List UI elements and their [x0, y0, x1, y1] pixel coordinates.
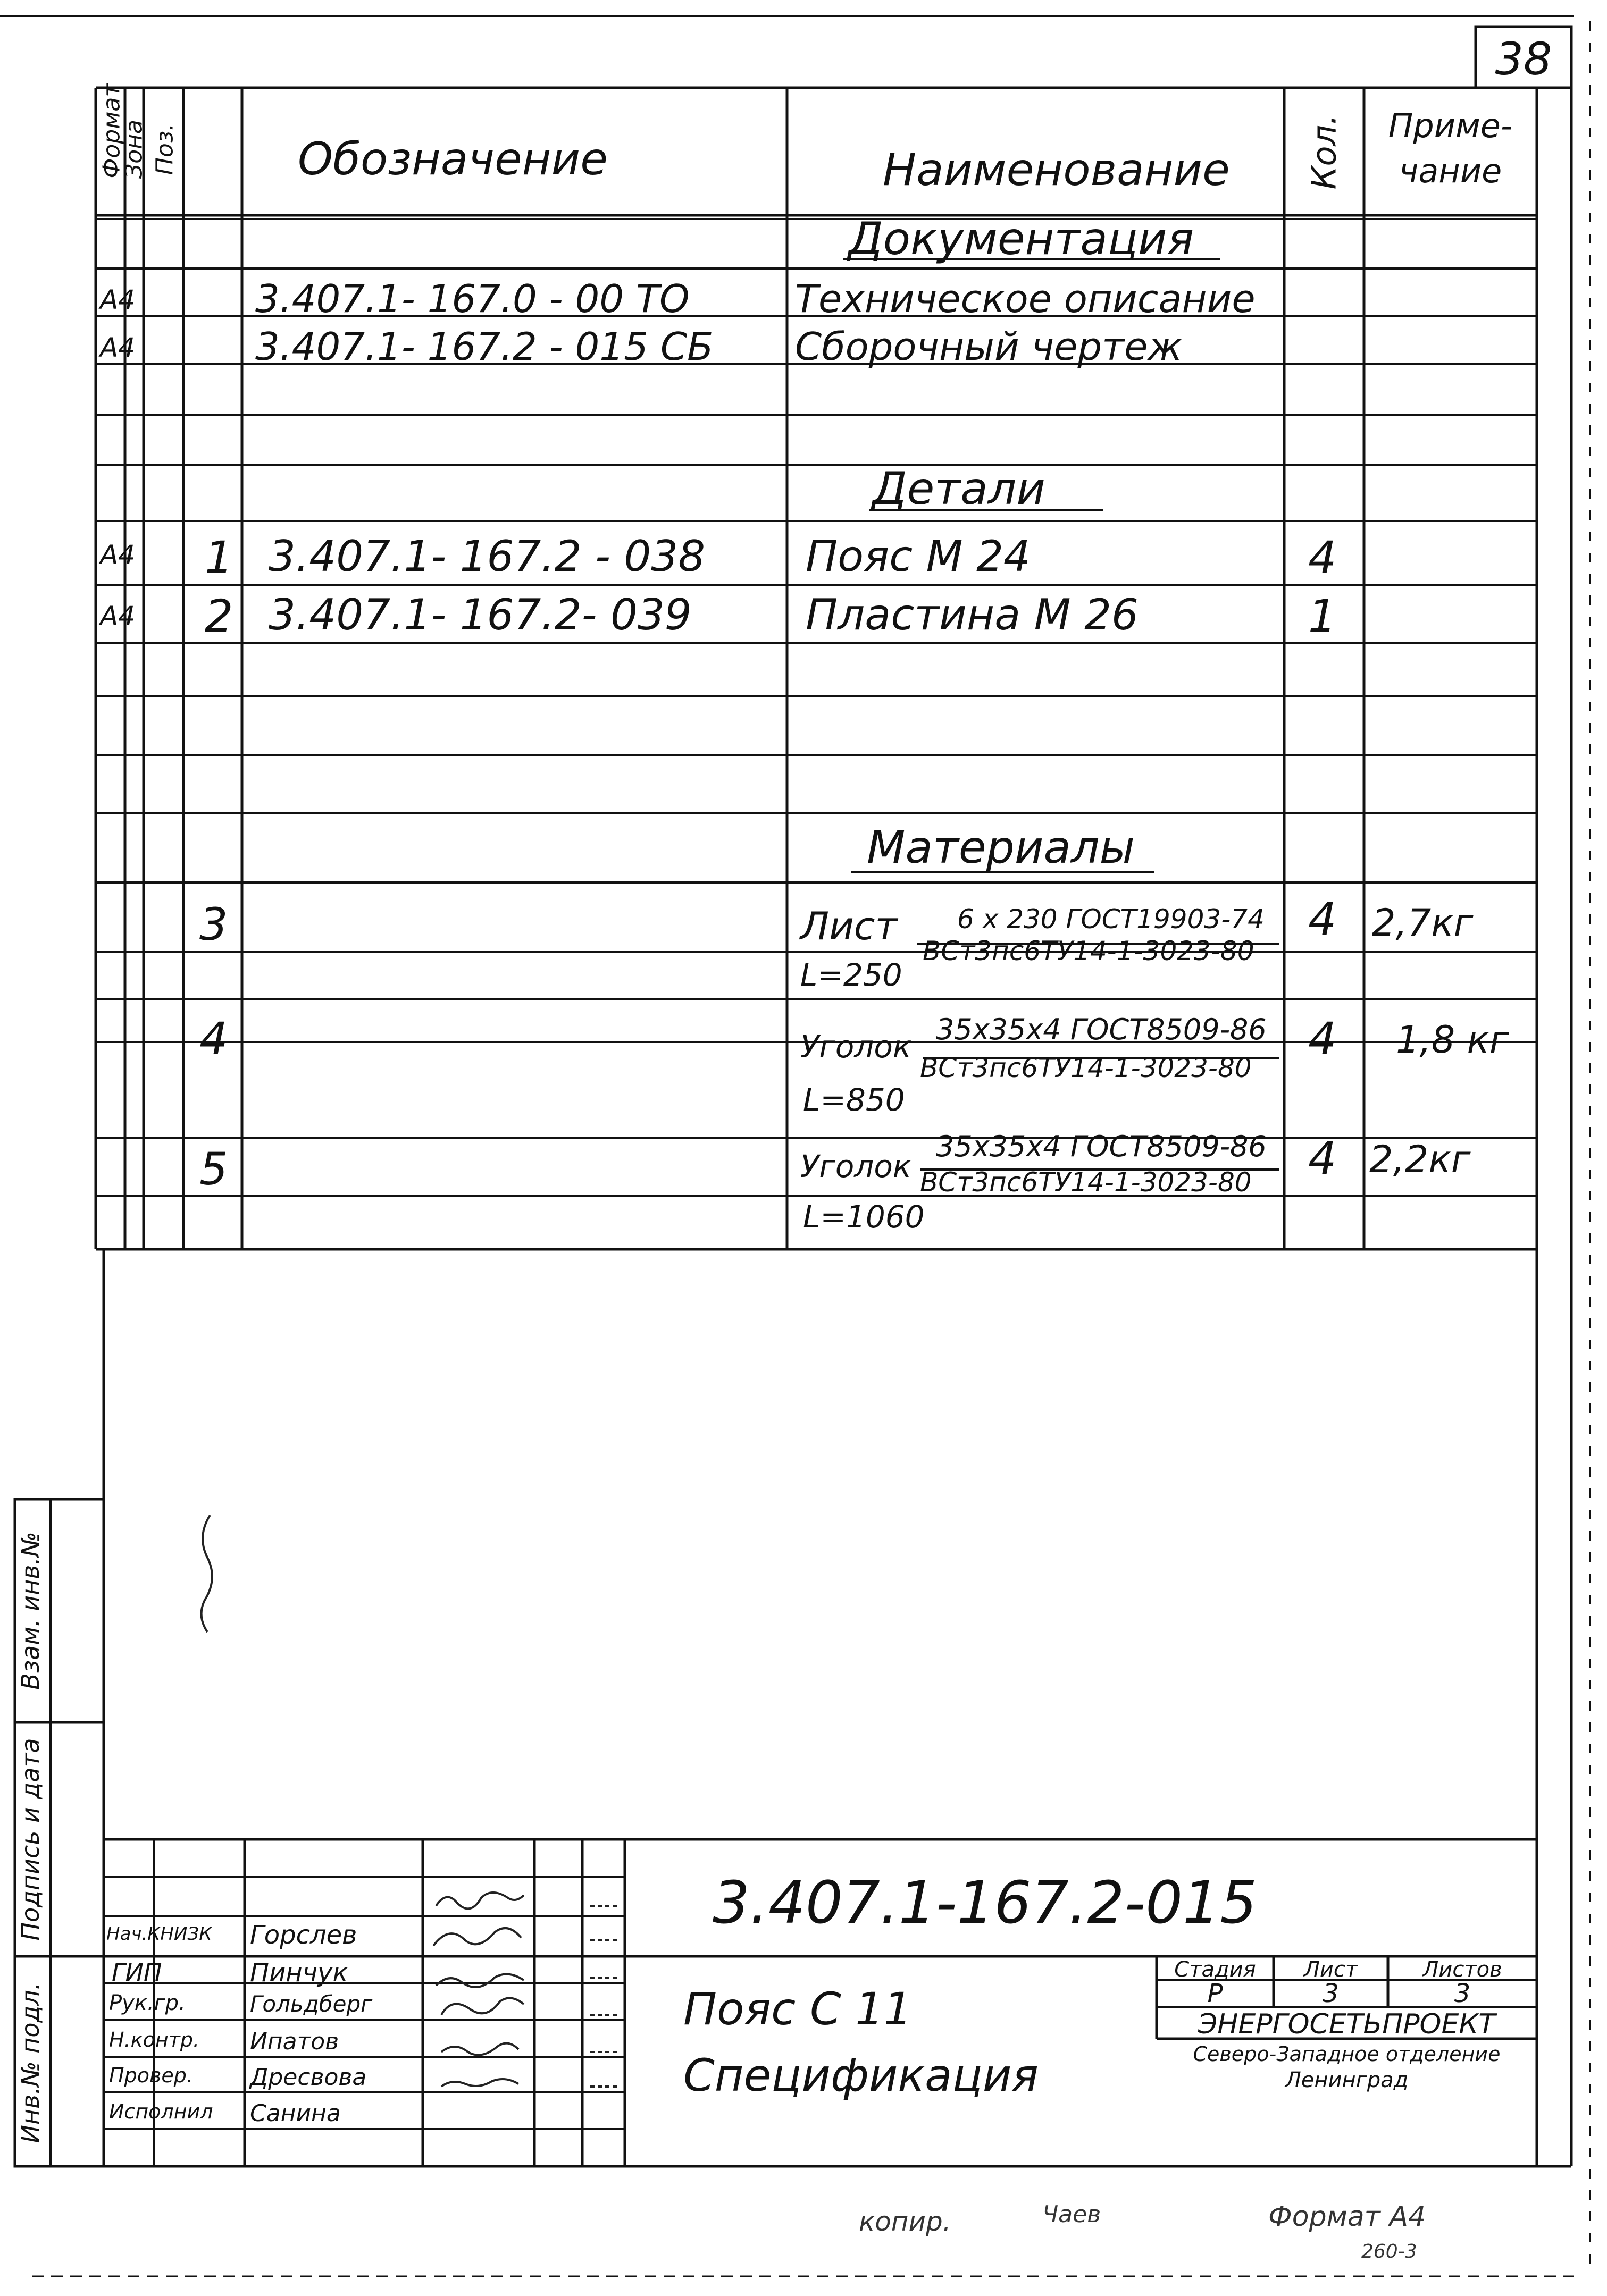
material-row-qty: 4 [1308, 1132, 1337, 1184]
stage-label: Стадия [1174, 1957, 1256, 1982]
material-row-spec-top: 6 x 230 ГОСТ19903-74 [957, 904, 1265, 935]
signer-name: Ипатов [250, 2028, 339, 2055]
signer-role: Исполнил [109, 2100, 213, 2123]
material-row-qty: 4 [1308, 893, 1337, 945]
section-documentation: Документация [848, 213, 1194, 265]
stamp-inv-orig: Инв.№ подл. [16, 1982, 45, 2143]
doc-row-format: А4 [100, 332, 136, 363]
signer-name: Гольдберг [250, 1991, 373, 2017]
sheet-label: Лист [1303, 1957, 1358, 1982]
material-row-name: Уголок [800, 1148, 911, 1184]
material-row-qty: 4 [1308, 1013, 1337, 1065]
footer-copied-label: копир. [859, 2206, 951, 2237]
organization-city: Ленинград [1285, 2068, 1409, 2092]
organization-name: ЭНЕРГОСЕТЬПРОЕКТ [1198, 2008, 1496, 2040]
doc-row-name: Сборочный чертеж [795, 324, 1183, 369]
signer-name: Пинчук [250, 1958, 348, 1988]
detail-row-designation: 3.407.1- 167.2 - 038 [269, 532, 706, 581]
section-materials: Материалы [867, 821, 1135, 873]
material-row-pos: 4 [199, 1013, 228, 1065]
material-row-note: 1,8 кг [1396, 1018, 1509, 1062]
header-designation: Обозначение [298, 133, 608, 185]
material-row-spec-bottom: ВСт3пс6ТУ14-1-3023-80 [920, 1053, 1252, 1083]
material-row-name: Уголок [800, 1029, 911, 1065]
header-pos: Поз. [151, 123, 179, 175]
stamp-inv-replace: Взам. инв.№ [16, 1532, 45, 1690]
doc-row-name: Техническое описание [795, 276, 1256, 321]
signer-name: Горслев [250, 1920, 357, 1950]
document-title-line2: Спецификация [683, 2049, 1039, 2101]
detail-row-pos: 1 [205, 532, 233, 584]
sheet-value: 3 [1323, 1979, 1339, 2008]
signer-role: Рук.гр. [109, 1991, 186, 2015]
detail-row-qty: 1 [1308, 590, 1337, 642]
header-qty: Кол. [1304, 114, 1344, 190]
doc-row-designation: 3.407.1- 167.2 - 015 СБ [255, 324, 714, 369]
signer-name: Дресвова [250, 2064, 367, 2091]
doc-row-format: А4 [100, 284, 136, 315]
detail-row-format: А4 [100, 601, 136, 632]
material-row-length: L=850 [803, 1082, 905, 1118]
header-zone: Зона [120, 120, 148, 179]
material-row-length: L=250 [800, 957, 902, 993]
material-row-pos: 3 [199, 898, 228, 951]
footer-format: Формат А4 [1268, 2201, 1426, 2233]
material-row-pos: 5 [199, 1143, 228, 1195]
footer-order: 260-3 [1361, 2241, 1417, 2263]
stage-value: Р [1207, 1979, 1223, 2008]
material-row-note: 2,7кг [1372, 901, 1474, 945]
detail-row-format: А4 [100, 540, 136, 570]
detail-row-name: Пояс М 24 [806, 532, 1031, 581]
document-code: 3.407.1-167.2-015 [713, 1869, 1258, 1937]
header-format: Формат [98, 83, 125, 179]
header-note-line1: Приме- [1388, 106, 1513, 145]
stamp-sign-date: Подпись и дата [16, 1738, 45, 1941]
material-row-spec-top: 35x35x4 ГОСТ8509-86 [936, 1130, 1267, 1163]
footer-copied-by: Чаев [1042, 2201, 1101, 2228]
organization-branch: Северо-Западное отделение [1193, 2042, 1501, 2066]
detail-row-name: Пластина М 26 [806, 590, 1139, 640]
detail-row-qty: 4 [1308, 532, 1337, 584]
section-details: Детали [872, 462, 1045, 515]
page-number: 38 [1495, 33, 1552, 85]
detail-row-designation: 3.407.1- 167.2- 039 [269, 590, 692, 640]
sheets-value: 3 [1454, 1979, 1471, 2008]
material-row-length: L=1060 [803, 1199, 925, 1235]
header-name: Наименование [883, 144, 1230, 196]
signer-role: Н.контр. [109, 2028, 200, 2051]
signer-role: Нач.КНИЗК [106, 1923, 212, 1945]
material-row-spec-bottom: ВСт3пс6ТУ14-1-3023-80 [920, 1167, 1252, 1198]
signer-role: Провер. [109, 2064, 193, 2087]
doc-row-designation: 3.407.1- 167.0 - 00 ТО [255, 276, 690, 321]
material-row-spec-top: 35x35x4 ГОСТ8509-86 [936, 1013, 1267, 1046]
document-title-line1: Пояс С 11 [683, 1983, 913, 2035]
detail-row-pos: 2 [205, 590, 233, 642]
material-row-spec-bottom: ВСт3пс6ТУ14-1-3023-80 [923, 936, 1254, 966]
material-row-name: Лист [800, 904, 898, 948]
signer-role: ГИП [112, 1958, 162, 1987]
signer-name: Санина [250, 2100, 341, 2127]
header-note-line2: чание [1399, 152, 1502, 190]
sheets-label: Листов [1422, 1957, 1502, 1982]
material-row-note: 2,2кг [1369, 1138, 1471, 1181]
